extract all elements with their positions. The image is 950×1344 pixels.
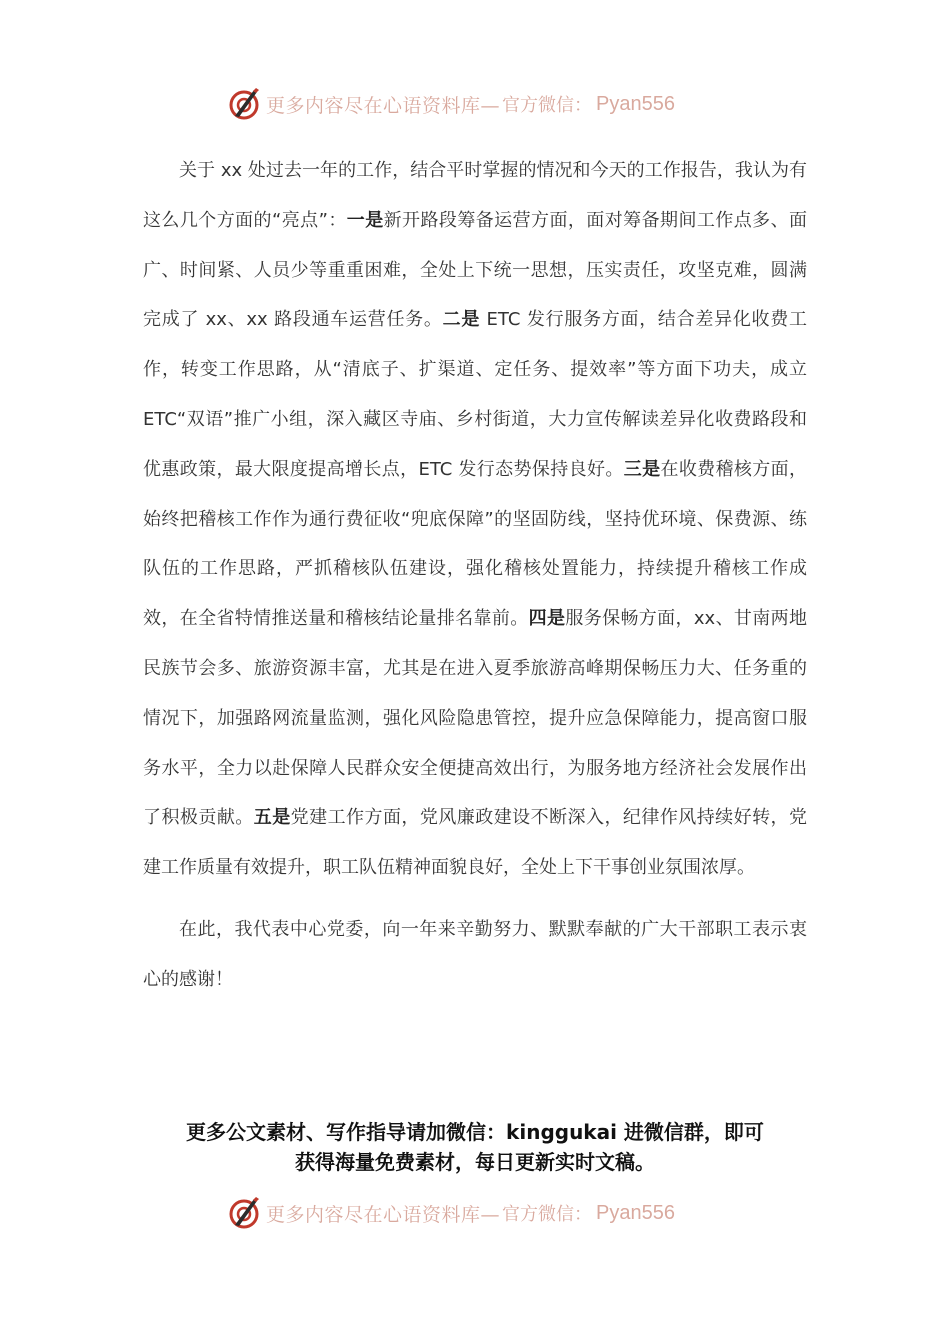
highlight-heading-4: 四是 bbox=[528, 608, 566, 630]
highlight-heading-2: 二是 bbox=[442, 309, 481, 331]
banner-text: 更多内容尽在心语资料库— bbox=[266, 94, 501, 117]
highlight-heading-5: 五是 bbox=[253, 807, 291, 829]
banner-wechat-label: 官方微信： bbox=[502, 1204, 593, 1225]
paragraph-highlights bbox=[143, 146, 807, 893]
highlight-text-5: 党建工作方面，党风廉政建设不断深入，纪律作风持续好转，党建工作质量有效提升，职工队伍精神面貌良好，全处上下干事创业氛围浓厚。 bbox=[143, 807, 808, 879]
highlight-text-3: 在收费稽核方面，始终把稽核工作作为通行费征收“兜底保障”的坚固防线，坚持优环境、保费源、练队伍的工作思路，严抓稽核队伍建设，强化稽核处置能力，持续提升稽核工作成效，在全省特情推送量和稽核结论量排名靠前。 bbox=[143, 458, 808, 630]
promo-line-2: 获得海量免费素材，每日更新实时文稿。 bbox=[295, 1150, 655, 1174]
highlight-text-2: ETC 发行服务方面，结合差异化收费工作，转变工作思路，从“清底子、扩渠道、定任务、提效率”等方面下功夫，成立 ETC“双语”推广小组，深入藏区寺庙、乡村街道，大力宣传解读差异化收费路段和优惠政策，最大限度提高增长点，ETC 发行态势保持良好。 bbox=[143, 309, 807, 480]
pen-logo-icon bbox=[226, 1195, 262, 1231]
banner-text: 更多内容尽在心语资料库— bbox=[266, 1203, 501, 1226]
banner-wechat-id: Pyan556 bbox=[596, 92, 675, 115]
promo-line-1: 更多公文素材、写作指导请加微信：kinggukai 进微信群，即可 bbox=[186, 1120, 764, 1144]
banner-wechat-id: Pyan556 bbox=[596, 1201, 675, 1224]
footer-banner bbox=[226, 1195, 675, 1231]
pen-logo-icon bbox=[226, 86, 262, 122]
paragraph-thanks: 在此，我代表中心党委，向一年来辛勤努力、默默奉献的广大干部职工表示衷心的感谢！ bbox=[143, 918, 807, 990]
highlight-heading-1: 一是 bbox=[346, 209, 384, 231]
header-banner bbox=[226, 86, 675, 122]
document-body bbox=[143, 146, 807, 1005]
highlight-text-1: 新开路段筹备运营方面，面对筹备期间工作点多、面广、时间紧、人员少等重重困难，全处上下统一思想，压实责任，攻坚克难，圆满完成了 xx、xx 路段通车运营任务。 bbox=[143, 209, 807, 331]
promo-block bbox=[130, 1117, 820, 1177]
highlight-text-4: 服务保畅方面，xx、甘南两地民族节会多、旅游资源丰富，尤其是在进入夏季旅游高峰期保畅压力大、任务重的情况下，加强路网流量监测，强化风险隐患管控，提升应急保障能力，提高窗口服务水平，全力以赴保障人民群众安全便捷高效出行，为服务地方经济社会发展作出了积极贡献。 bbox=[143, 608, 808, 829]
banner-wechat-label: 官方微信： bbox=[502, 95, 593, 116]
paragraph-intro: 关于 xx 处过去一年的工作，结合平时掌握的情况和今天的工作报告，我认为有这么几个方面的“亮点”： bbox=[143, 160, 807, 231]
highlight-heading-3: 三是 bbox=[623, 458, 661, 480]
